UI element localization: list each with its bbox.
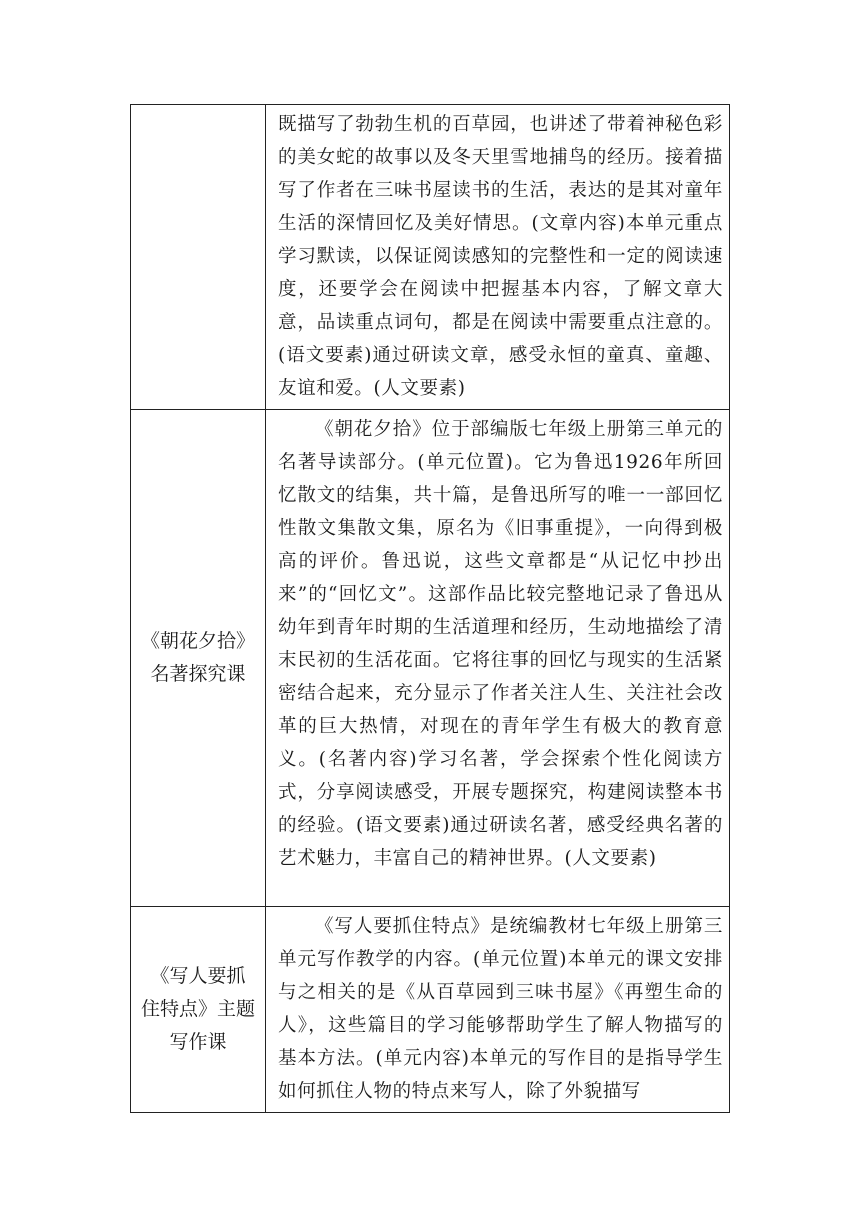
row-title-line: 写作课: [169, 1031, 227, 1053]
row-title-line: 住特点》主题: [140, 998, 255, 1020]
row-text: 《写人要抓住特点》是统编教材七年级上册第三单元写作教学的内容。(单元位置)本单元的课文安排与之相关的是《从百草园到三味书屋》《再塑生命的人》，这些篇目的学习能够帮助学生了解人物描写的基本方法。(单元内容)本单元的写作目的是指导学生如何抓住人物的特点来写人，除了外貌描写: [278, 916, 723, 1102]
table-row: [131, 907, 730, 1113]
table-row: [131, 410, 730, 907]
row-text: 既描写了勃勃生机的百草园，也讲述了带着神秘色彩的美女蛇的故事以及冬天里雪地捕鸟的经历。接着描写了作者在三味书屋读书的生活，表达的是其对童年生活的深情回忆及美好情思。(文章内容)本单元重点学习默读，以保证阅读感知的完整性和一定的阅读速度，还要学会在阅读中把握基本内容，了解文章大意，品读重点词句，都是在阅读中需要重点注意的。(语文要素)通过研读文章，感受永恒的童真、童趣、友谊和爱。(人文要素): [278, 114, 723, 399]
row-title-cell: [131, 410, 266, 907]
table-row: [131, 105, 730, 410]
row-content-cell: [266, 105, 730, 410]
row-title-line: 《朝花夕拾》: [140, 630, 255, 652]
row-text: 《朝花夕拾》位于部编版七年级上册第三单元的名著导读部分。(单元位置)。它为鲁迅1926年所回忆散文的结集，共十篇，是鲁迅所写的唯一一部回忆性散文集散文集，原名为《旧事重提》，一向得到极高的评价。鲁迅说，这些文章都是“从记忆中抄出来”的“回忆文”。这部作品比较完整地记录了鲁迅从幼年到青年时期的生活道理和经历，生动地描绘了清末民初的生活花面。它将往事的回忆与现实的生活紧密结合起来，充分显示了作者关注人生、关注社会改革的巨大热情，对现在的青年学生有极大的教育意义。(名著内容)学习名著，学会探索个性化阅读方式，分享阅读感受，开展专题探究，构建阅读整本书的经验。(语文要素)通过研读名著，感受经典名著的艺术魅力，丰富自己的精神世界。(人文要素): [278, 419, 723, 869]
row-content-cell: [266, 907, 730, 1113]
row-title-line: 名著探究课: [150, 663, 246, 685]
row-content-cell: [266, 410, 730, 907]
row-title-cell: [131, 105, 266, 410]
row-title-line: 《写人要抓: [150, 965, 246, 987]
row-title-cell: [131, 907, 266, 1113]
lesson-table: [130, 104, 730, 1113]
